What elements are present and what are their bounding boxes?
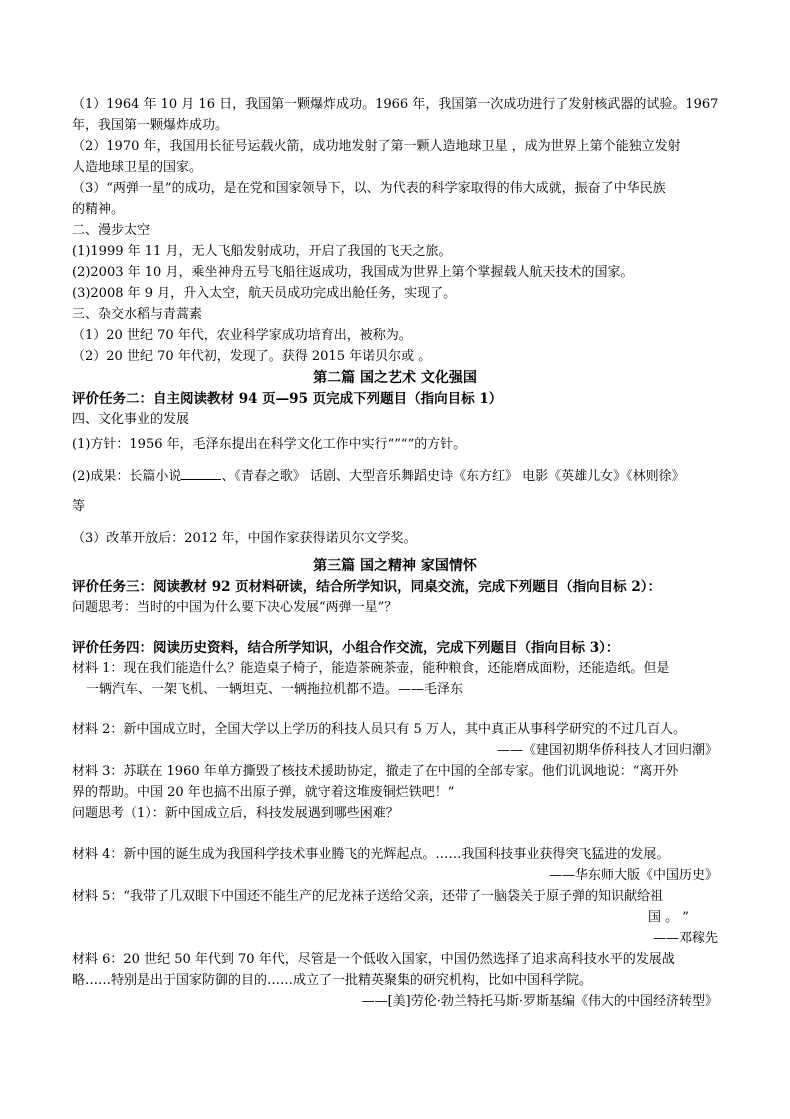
s1-line6: 的精神。 xyxy=(72,202,125,217)
s2-line1: (1)1999 年 11 月，无人飞船发射成功，开启了我国的飞天之旅。 xyxy=(72,244,452,259)
s1-line1: （1）1964 年 10 月 16 日，我国第一颗爆炸成功。1966 年，我国第一次成功进行了发射核武器的试验。1967 xyxy=(72,97,719,112)
novel-blank xyxy=(181,467,221,480)
s1-line4: 人造地球卫星的国家。 xyxy=(72,160,203,175)
s4-line1: (1)方针：1956 年，毛泽东提出在科学文化工作中实行“”“”的方针。 xyxy=(72,437,467,452)
s2-line2: (2)2003 年 10 月，乘坐神舟五号飞船往返成功，我国成为世界上第个掌握载人航天技术的国家。 xyxy=(72,265,634,280)
s3-line1: （1）20 世纪 70 年代，农业科学家成功培育出，被称为。 xyxy=(72,328,412,343)
material5-line1: 材料 5：“我带了几双眼下中国还不能生产的尼龙袜子送给父亲，还带了一脑袋关于原子弹的知识献给祖 xyxy=(72,889,664,904)
material4-source: ——华东师大版《中国历史》 xyxy=(548,868,718,883)
s4-line2-start: (2)成果：长篇小说 xyxy=(72,469,182,484)
s4-line2-end: 、《青春之歌》 话剧、大型音乐舞蹈史诗《东方红》 电影《英雄儿女》《林则徐》 xyxy=(221,469,685,484)
question2: 问题思考（1）：新中国成立后，科技发展遇到哪些困难？ xyxy=(72,806,399,821)
s3-heading: 三、杂交水稻与青蒿素 xyxy=(72,307,203,322)
s4-heading: 四、文化事业的发展 xyxy=(72,412,190,427)
task3: 评价任务三：阅读教材 92 页材料研读，结合所学知识，同桌交流，完成下列题目（指向目标 2）： xyxy=(72,579,662,595)
s4-line4: （3）改革开放后：2012 年，中国作家获得诺贝尔文学奖。 xyxy=(72,531,417,546)
question1: 问题思考：当时的中国为什么要下决心发展“两弹一星”？ xyxy=(72,600,398,615)
s2-heading: 二、漫步太空 xyxy=(72,223,151,238)
material3-line2: 界的帮助。中国 20 年也搞不出原子弹，就守着这堆废铜烂铁吧！” xyxy=(72,785,455,800)
material1-line2: 一辆汽车、一架飞机、一辆坦克、一辆拖拉机都不造。——毛泽东 xyxy=(86,682,464,697)
material2-line1: 材料 2：新中国成立时，全国大学以上学历的科技人员只有 5 万人，其中真正从事科学研究的不过几百人。 xyxy=(72,722,686,737)
material4-line1: 材料 4：新中国的诞生成为我国科学技术事业腾飞的光辉起点。……我国科技事业获得突飞猛进的发展。 xyxy=(72,847,670,862)
material6-line1: 材料 6：20 世纪 50 年代到 70 年代，尽管是一个低收入国家，中国仍然选择了追求高科技水平的发展战 xyxy=(72,952,675,967)
task4: 评价任务四：阅读历史资料，结合所学知识，小组合作交流，完成下列题目（指向目标 3）： xyxy=(72,640,620,656)
material1-line1: 材料 1：现在我们能造什么？能造桌子椅子，能造茶碗茶壶，能种粮食，还能磨成面粉，还能造纸。但是 xyxy=(72,661,670,676)
s4-line3: 等 xyxy=(72,499,86,514)
s3-line2: （2）20 世纪 70 年代初，发现了。获得 2015 年诺贝尔或 。 xyxy=(72,349,432,364)
part2-title: 第二篇 国之艺术 文化强国 xyxy=(313,370,477,386)
s1-line2: 年，我国第一颗爆炸成功。 xyxy=(72,118,229,133)
s1-line5: （3）“两弹一星”的成功，是在党和国家领导下，以、为代表的科学家取得的伟大成就，振奋了中华民族 xyxy=(72,181,666,196)
material3-line1: 材料 3：苏联在 1960 年单方撕毁了核技术援助协定，撤走了在中国的全部专家。他们讥讽地说：“离开外 xyxy=(72,764,679,779)
material6-source: ——[美]劳伦·勃兰特托马斯·罗斯基编《伟大的中国经济转型》 xyxy=(361,994,718,1009)
material6-line2: 略……特别是出于国家防御的目的……成立了一批精英聚集的研究机构，比如中国科学院。 xyxy=(72,973,593,988)
part3-title: 第三篇 国之精神 家国情怀 xyxy=(313,558,477,574)
s1-line3: （2）1970 年，我国用长征号运载火箭，成功地发射了第一颗人造地球卫星 ，成为世界上第个能独立发射 xyxy=(72,139,681,154)
part2-task: 评价任务二：自主阅读教材 94 页—95 页完成下列题目（指向目标 1） xyxy=(72,391,503,407)
s4-line2 xyxy=(72,467,685,486)
material5-line2: 国 。 ” xyxy=(648,910,689,925)
material5-source: ——邓稼先 xyxy=(652,931,718,946)
material2-source: ——《建国初期华侨科技人才回归潮》 xyxy=(496,743,718,758)
s2-line3: (3)2008 年 9 月，升入太空，航天员成功完成出舱任务，实现了。 xyxy=(72,286,457,301)
